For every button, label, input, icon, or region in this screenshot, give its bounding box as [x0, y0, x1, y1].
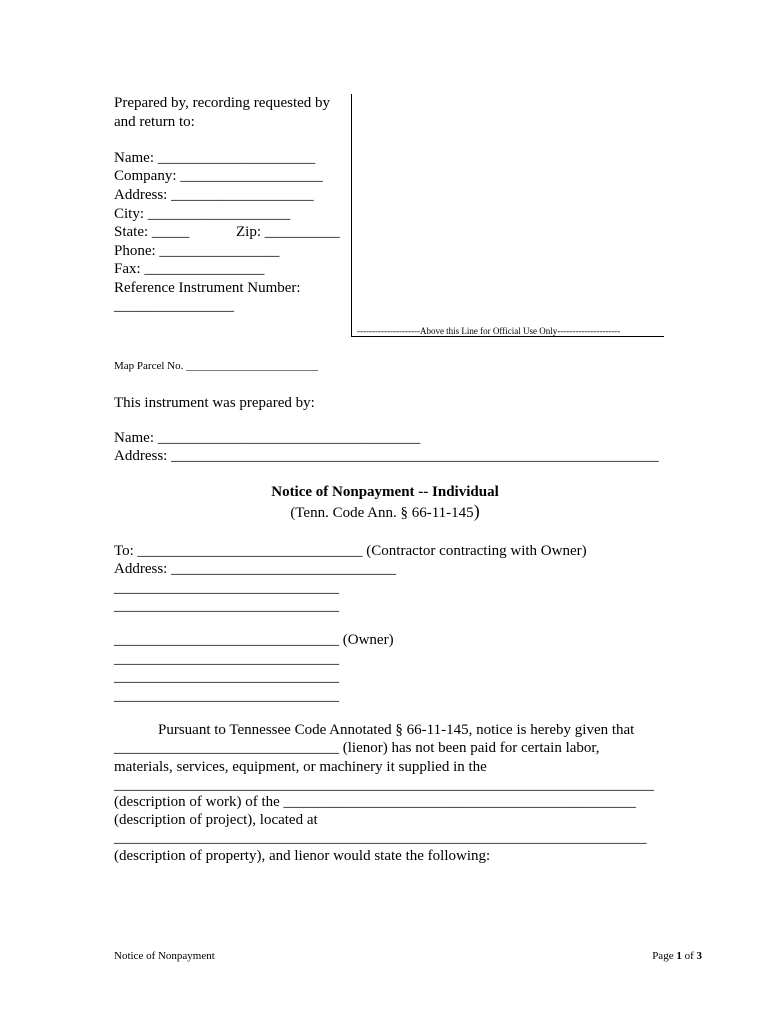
contractor-address-blank-2: ______________________________: [114, 598, 339, 614]
to-contractor-field: To: ______________________________ (Contractor contracting with Owner): [114, 543, 587, 559]
preparer-address-field: Address: _________________________________________________________________: [114, 448, 659, 464]
return-zip-field: Zip: __________: [236, 224, 340, 240]
return-company-field: Company: ___________________: [114, 168, 323, 184]
owner-address-blank-2: ______________________________: [114, 669, 339, 685]
footer-total-pages: 3: [696, 950, 702, 962]
footer-page-word: Page: [652, 950, 677, 962]
return-phone-field: Phone: ________________: [114, 243, 280, 259]
return-state-field: State: _____: [114, 224, 190, 240]
footer-of-word: of: [681, 950, 697, 962]
document-title: Notice of Nonpayment -- Individual: [271, 484, 499, 500]
return-address-field: Address: ___________________: [114, 187, 314, 203]
prepared-by-line-1: Prepared by, recording requested by: [114, 95, 331, 111]
prepared-by-heading: This instrument was prepared by:: [114, 395, 315, 411]
reference-instrument-label: Reference Instrument Number:: [114, 280, 301, 296]
statute-citation-text: (Tenn. Code Ann. § 66-11-145: [290, 505, 474, 521]
body-line-6: (description of project), located at: [114, 812, 318, 828]
map-parcel-field: Map Parcel No. ________________________: [114, 360, 319, 372]
body-line-2: ______________________________ (lienor) has not been paid for certain labor,: [114, 740, 600, 756]
body-line-1: Pursuant to Tennessee Code Annotated § 66-11-145, notice is hereby given that: [158, 722, 635, 738]
prepared-by-line-2: and return to:: [114, 114, 195, 130]
footer-document-name: Notice of Nonpayment: [114, 950, 215, 962]
return-name-field: Name: _____________________: [114, 150, 316, 166]
official-use-rule: [351, 336, 664, 337]
owner-address-blank-3: ______________________________: [114, 688, 339, 704]
owner-field: ______________________________ (Owner): [114, 632, 394, 648]
body-line-8: (description of property), and lienor would state the following:: [114, 848, 491, 864]
body-line-4: ________________________________________________________________________: [114, 777, 654, 793]
footer-current-page: 1: [676, 950, 682, 962]
reference-instrument-blank: ________________: [114, 298, 234, 314]
contractor-address-field: Address: ______________________________: [114, 561, 397, 577]
return-fax-field: Fax: ________________: [114, 261, 265, 277]
statute-citation-paren: ): [473, 501, 480, 521]
header-vertical-divider: [351, 94, 352, 337]
official-use-note: ---------------------Above this Line for Official Use Only---------------------: [357, 326, 621, 336]
body-line-7: _______________________________________________________________________: [114, 830, 647, 846]
statute-citation: [0, 502, 770, 523]
body-line-5: (description of work) of the _______________________________________________: [114, 794, 637, 810]
preparer-name-field: Name: ___________________________________: [114, 430, 421, 446]
return-city-field: City: ___________________: [114, 206, 291, 222]
footer-page-number: [652, 950, 702, 962]
body-line-3: materials, services, equipment, or machinery it supplied in the: [114, 759, 487, 775]
owner-address-blank-1: ______________________________: [114, 651, 339, 667]
contractor-address-blank-1: ______________________________: [114, 580, 339, 596]
